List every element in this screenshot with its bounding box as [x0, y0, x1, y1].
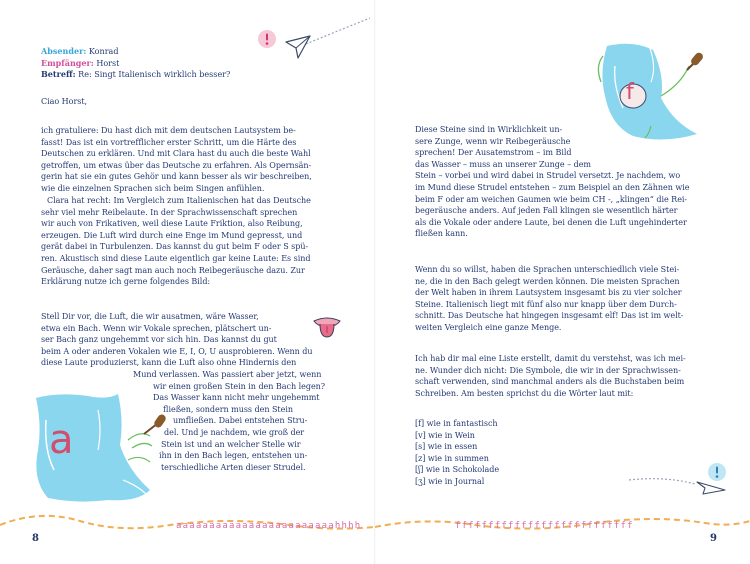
text-line: fließen kann.: [415, 229, 468, 239]
text-line: gerin hat sie ein gutes Gehör und kann besser als wir beschreiben,: [41, 172, 312, 182]
sender-line: [41, 46, 230, 58]
text-line: das Wasser – muss an unserer Zunge – dem: [415, 159, 592, 169]
stone-letter-f: f: [626, 80, 634, 105]
fricative-list: [415, 418, 499, 488]
list-item: [s] wie in essen: [415, 442, 478, 452]
text-line: Stell Dir vor, die Luft, die wir ausatmen, wäre Wasser,: [41, 312, 259, 321]
text-line: als die Vokale oder andere Laute, bei denen die Luft ungehinderter: [415, 217, 687, 227]
subject-label: Betreff:: [41, 69, 76, 80]
text-line: terschiedliche Arten dieser Strudel.: [161, 462, 306, 472]
text-line: Clara hat recht: Im Vergleich zum Italienischen hat das Deutsche: [47, 196, 311, 205]
list-item: [z] wie in summen: [415, 453, 489, 463]
text-line: Steine. Italienisch liegt mit fünf also nur knapp über dem Durch-: [415, 299, 677, 309]
text-line: Mund verlassen. Was passiert aber jetzt, wenn: [133, 369, 322, 379]
list-item: [f] wie in fantastisch: [415, 419, 498, 428]
text-line: wir auch von Frikativen, weil diese Laute Friktion, also Reibung,: [41, 219, 303, 229]
exclamation-bubble-icon: [257, 29, 277, 49]
text-line: Stein – vorbei und wird dabei in Strudel versetzt. Je nachdem, wo: [415, 171, 681, 181]
text-line: ihn in den Bach legen, entstehen un-: [159, 451, 308, 461]
subject-value: Re: Singt Italienisch wirklich besser?: [75, 70, 231, 80]
text-line: ich gratuliere: Du hast dich mit dem deutschen Lautsystem be-: [41, 126, 296, 135]
stone-letter-a: a: [49, 417, 74, 463]
text-line: wie die einzelnen Sprachen sich beim Singen anfühlen.: [41, 183, 265, 193]
greeting: [41, 96, 87, 108]
page-number-right: 9: [710, 533, 717, 544]
text-line: beim F oder am weichen Gaumen wie beim CH -, „klingen“ die Rei-: [415, 194, 688, 204]
text-line: sehr viel mehr Reibelaute. In der Sprachwissenschaft sprechen: [41, 207, 298, 217]
text-line: Stein ist und an welcher Stelle wir: [161, 439, 301, 449]
text-line: diese Laute produzierst, kann die Luft also ohne Hindernis den: [41, 358, 297, 368]
paper-plane-icon-right: [625, 462, 750, 502]
recipient-label: Empfänger:: [41, 57, 94, 68]
text-line: Das Wasser kann nicht mehr ungehemmt: [153, 393, 320, 403]
text-line: Wenn du so willst, haben die Sprachen unterschiedlich viele Stei-: [415, 265, 680, 274]
text-line: Schreiben. Am besten sprichst du die Wörter laut mit:: [415, 388, 634, 398]
text-line: sprechen! Der Ausatemstrom – im Bild: [415, 148, 572, 158]
email-header: [41, 46, 230, 81]
sound-text-f: fffffffffffffffffffffffffff: [455, 521, 634, 531]
text-line: Erklärung nutze ich gerne folgendes Bild:: [41, 277, 211, 287]
sound-text-a: aaaaaaaaaaaaaaaaaaaaaaaahhhh: [176, 521, 362, 531]
text-line: ren. Akustisch sind diese Laute eigentlich gar keine Laute: Es sind: [41, 253, 311, 263]
text-line: wir einen großen Stein in den Bach legen?: [153, 381, 326, 391]
text-line: Geräusche, daher sagt man auch noch Reibegeräusche dazu. Zur: [41, 265, 305, 275]
subject-line: [41, 69, 230, 81]
list-item: [ʒ] wie in Journal: [415, 476, 485, 486]
exclamation-bubble-icon-right: [707, 462, 727, 482]
list-item: [v] wie in Wein: [415, 430, 475, 440]
text-line: del. Und je nachdem, wie groß der: [164, 427, 305, 437]
text-line: gerät dabei in Turbulenzen. Das kannst du gut beim F oder S spü-: [41, 242, 309, 252]
text-line: Ich hab dir mal eine Liste erstellt, damit du verstehst, was ich mei-: [415, 354, 686, 363]
greeting-text: Ciao Horst,: [41, 97, 88, 106]
text-line: begeräusche anders. Auf jeden Fall klingen sie wesentlich härter: [415, 206, 678, 216]
text-line: der Welt haben in ihrem Lautsystem insgesamt bis zu vier solcher: [415, 288, 682, 298]
text-line: fasst! Das ist ein vortrefflicher erster Schritt, um die Härte des: [41, 137, 297, 147]
text-line: beim A oder anderen Vokalen wie E, I, O, U ausprobieren. Wenn du: [41, 346, 313, 356]
text-line: fließen, sondern muss den Stein: [163, 404, 293, 414]
right-paragraph-2: [415, 264, 683, 334]
recipient-value: Horst: [93, 58, 120, 68]
text-line: sere Zunge, wenn wir Reibegeräusche: [415, 136, 571, 146]
page-number-left: 8: [32, 533, 39, 544]
text-line: getroffen, um etwas über das Deutsche zu erfahren. Als Opernsän-: [41, 160, 312, 170]
sender-label: Absender:: [41, 46, 87, 56]
right-paragraph-3: [415, 353, 686, 399]
left-paragraph-1: [41, 125, 312, 195]
right-page: [375, 0, 750, 564]
text-line: schnitt. Das Deutsche hat hingegen insgesamt elf! Das ist im welt-: [415, 311, 684, 321]
recipient-line: [41, 58, 230, 70]
text-line: schaft verwenden, sind manchmal anders als die Buchstaben beim: [415, 377, 685, 387]
text-line: ne, die in den Bach gelegt werden können. Die meisten Sprachen: [415, 276, 680, 286]
list-item: [ʃ] wie in Schokolade: [415, 465, 500, 475]
left-paragraph-2: [41, 195, 311, 288]
text-line: ne. Wunder dich nicht: Die Symbole, die wir in der Sprachwissen-: [415, 365, 681, 375]
text-line: umfließen. Dabei entstehen Stru-: [173, 416, 308, 426]
text-line: ser Bach ganz ungehemmt vor sich hin. Das kannst du gut: [41, 335, 277, 345]
text-line: Deutschen zu erklären. Und mit Clara hast du auch die beste Wahl: [41, 149, 311, 159]
right-paragraph-1: [415, 124, 689, 240]
text-line: im Mund diese Strudel entstehen – zum Beispiel an den Zähnen wie: [415, 182, 690, 192]
text-line: Diese Steine sind in Wirklichkeit un-: [415, 125, 563, 134]
text-line: etwa ein Bach. Wenn wir Vokale sprechen, plätschert un-: [41, 323, 272, 333]
text-line: weiten Vergleich eine ganze Menge.: [415, 322, 562, 332]
sender-value: Konrad: [86, 47, 119, 56]
text-line: erzeugen. Die Luft wird durch eine Enge im Mund gepresst, und: [41, 230, 303, 240]
